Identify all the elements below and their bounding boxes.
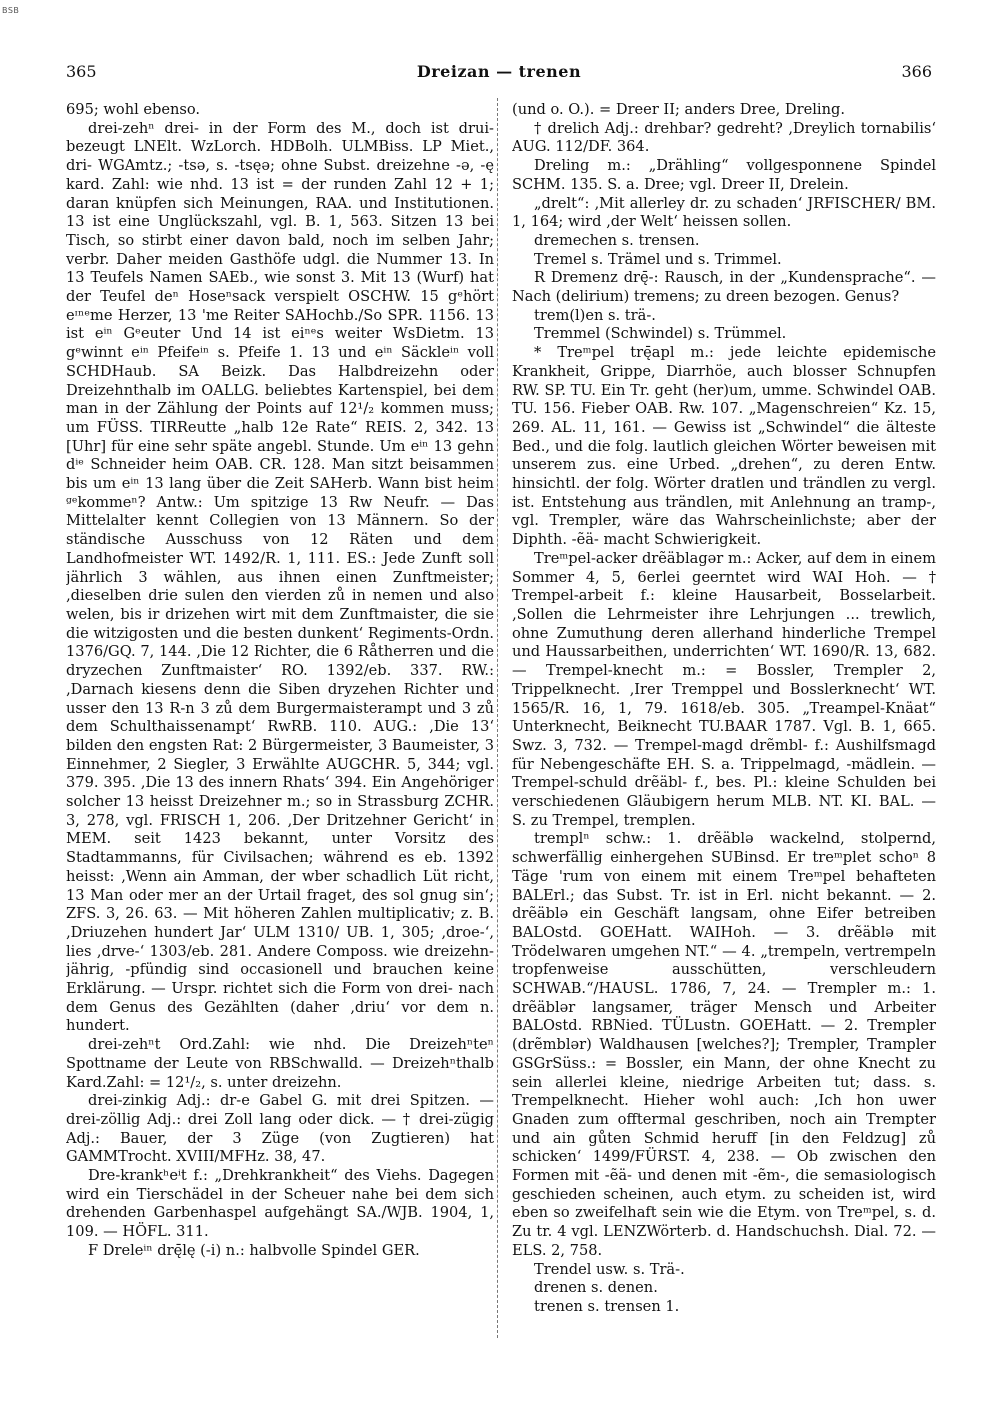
entry-text: (und o. O.). = Dreer II; anders Dree, Dreling. [512, 101, 845, 118]
entry-dreizinkig: drei-zinkig Adj.: dr-e Gabel G. mit drei Spitzen. — drei-zöllig Adj.: drei Zoll lang oder dick. — † drei-zügig Adj.: Bauer, der 3 Züge (von Zugtieren) hat GAMMTrocht. XVIII/MFHz. 38, 47. [66, 1092, 494, 1166]
entry-dreizehnt: drei-zehⁿt Ord.Zahl: wie nhd. Die Dreizehⁿteⁿ Spottname der Leute von RBSchwalld. — Dreizehⁿthalb Kard.Zahl: = 12¹/₂, s. unter dreizehn. [66, 1036, 494, 1091]
entry-tremplen: tremplⁿ schw.: 1. drẽäblə wackelnd, stolpernd, schwerfällig einhergehen SUBinsd. Er treᵐplet schoⁿ 8 Täge 'rum von einem mit einem Treᵐpel behafteten BALErl.; das Subst. Tr. ist in Erl. nicht bekannt. — 2. drẽäblə ein Geschäft langsam, ohne Eifer betreiben BALOstd. GOEHatt. WAIHoh. — 3. drẽäblə mit Trödelwaren umgehen NT.“ — 4. „trempeln, vertrempeln tropfenweise ausschütten, verschleudern SCHWAB.“/HAUSL. 1786, 7, 24. — Trempler m.: 1. drẽäblər langsamer, träger Mensch und Arbeiter BALOstd. RBNied. TÜLustn. GOEHatt. — 2. Trempler (drẽmblər) Waldhausen [welches?]; Trempler, Trampler GSGrSüss.: = Bossler, ein Mann, der ohne Knecht zu sein allerlei kleine, niedrige Arbeiten tut; dass. s. Trempelknecht. Hieher wohl auch: ‚Ich hon uwer Gnaden zum offtermal geschriben, noch ain Trempter und ain gůten Schmid heruff [in den Feldzug] zů schicken‘ 1499/FÜRST. 4, 238. — Ob zwischen den Formen mit -ẽä- und denen mit -ẽm-, die semasiologisch geschieden scheinen, auch etym. zu scheiden ist, wird eben so zweifelhaft sein wie die Etym. von Treᵐpel, s. d. Zu tr. 4 vgl. LENZWörterb. d. Handschuchsh. Dial. 72. — ELS. 2, 758. [512, 830, 936, 1259]
entry-trenen: trenen s. trensen 1. [534, 1298, 680, 1315]
page-number-left: 365 [66, 62, 97, 81]
entry-drelein: F Dreleⁱⁿ drę̄lę (-i) n.: halbvolle Spindel GER. [88, 1241, 420, 1259]
right-column [512, 101, 936, 1341]
page-number-right: 366 [901, 62, 932, 81]
entry-drelich: † drelich Adj.: drehbar? gedreht? ‚Dreylich tornabilis‘ AUG. 112/DF. 364. [512, 119, 936, 156]
entry-trempel-acker: Treᵐpel-acker drẽäblagər m.: Acker, auf dem in einem Sommer 4, 5, 6erlei geerntet wird WAI Hoh. — † Trempel-arbeit f.: kleine Hausarbeit, Bosselarbeit. ‚Sollen die Lehrmeister ihre Lehrjungen ... trewlich, ohne Zumuthung deren allerhand hinderliche Trempel und Haussarbeithen, underrichten‘ WT. 1690/R. 13, 682. — Trempel-knecht m.: = Bossler, Trempler 2, Trippelknecht. ‚Irer Tremppel und Bosslerknecht‘ WT. 1565/R. 16, 1, 79. 1618/eb. 305. „Treampel-Knäat“ Unterknecht, Beiknecht TU.BAAR 1787. Vgl. B. 1, 665. Swz. 3, 732. — Trempel-magd drẽmbl- f.: Aushilfsmagd für Nebengeschäfte EH. S. a. Trippelmagd, -mädlein. — Trempel-schuld drẽäbl- f., bes. Pl.: kleine Schulden bei verschiedenen Gläubigern herum MLB. NT. KI. BAL. — S. zu Trempel, tremplen. [512, 549, 936, 829]
entry-text: 695; wohl ebenso. [66, 101, 201, 118]
library-stamp: BSB [2, 6, 20, 15]
running-title: Dreizan — trenen [416, 62, 582, 81]
entry-drelt: „drelt“: ‚Mit allerley dr. zu schaden‘ JRFISCHER/ BM. 1, 164; wird ‚der Welt‘ heissen sollen. [512, 194, 936, 231]
entry-drenen: drenen s. denen. [534, 1279, 658, 1297]
entry-drekrankheit: Dre-krankʰeⁱt f.: „Drehkrankheit“ des Viehs. Dagegen wird ein Tierschädel in der Scheuer nahe bei dem sich drehenden Garbenhaspel aufgehängt SA./WJB. 1904, 1, 109. — HÖFL. 311. [66, 1167, 494, 1241]
entry-tremel: Tremel s. Trämel und s. Trimmel. [534, 250, 782, 268]
entry-dremechen: dremechen s. trensen. [534, 231, 700, 249]
column-divider [497, 98, 498, 1338]
entry-trendel: Trendel usw. s. Trä-. [534, 1260, 685, 1278]
left-column [66, 101, 494, 1341]
entry-dreling: Dreling m.: „Drähling“ vollgesponnene Spindel SCHM. 135. S. a. Dree; vgl. Dreer II, Drelein. [512, 157, 936, 193]
entry-tremlen: trem(l)en s. trä-. [534, 306, 656, 324]
entry-trempel: * Treᵐpel trę̄apl m.: jede leichte epidemische Krankheit, Grippe, Diarrhöe, auch blosser Schnupfen RW. SP. TU. Ein Tr. geht (her)um, umme. Schwindel OAB. TU. 156. Fieber OAB. Rw. 107. „Magenschreien“ Kz. 15, 269. AL. 11, 161. — Gewiss ist „Schwindel“ die älteste Bed., und die folg. lautlich gleichen Wörter beweisen mit unserem zus. eine Urbed. „drehen“, zu deren Entw. hinsichtl. der folg. Wörter dratlen und trändlen zu vergl. ist. Entstehung aus trändlen, mit Anlehnung an tramp-, vgl. Trempler, wäre das Wahrscheinlichste; aber der Diphth. -ẽä- macht Schwierigkeit. [512, 344, 936, 549]
entry-dreizehn: drei-zehⁿ drei- in der Form des M., doch ist drui- bezeugt LNElt. WzLorch. HDBolh. ULMBiss. LP Miet., dri- WGAmtz.; -tsə, s. -tsęə; ohne Subst. dreizehne -ə, -ę kard. Zahl: wie nhd. 13 ist = der runden Zahl 12 + 1; daran knüpfen sich Meinungen, RAA. und Institutionen. 13 ist eine Unglückszahl, vgl. B. 1, 563. Sitzen 13 bei Tisch, so stirbt einer davon bald, noch im selben Jahr; verbr. Daher meiden Gasthöfe udgl. die Nummer 13. In 13 Teufels Namen SAEb., wie sonst 3. Mit 13 (Wurf) hat der Teufel deⁿ Hoseⁿsack verspielt OSCHW. 15 gᵉhört eᶦⁿᵉme Herzer, 13 'me Reiter SAHochb./So SPR. 1156. 13 ist eⁱⁿ Gᵉeuter Und 14 ist eiⁿᵉs weiter WsDietm. 13 gᵉwinnt eⁱⁿ Pfeifeⁱⁿ s. Pfeife 1. 13 und eⁱⁿ Säckleⁱⁿ voll SCHDHaub. SA Beizk. Das Halbdreizehn oder Dreizehnthalb im OALLG. beliebtes Kartenspiel, bei dem man in der Zählung der Points auf 12¹/₂ kommen muss; um FÜSS. TIRReutte „halb 12e Rate“ REIS. 2, 342. 13 [Uhr] für eine sehr späte angebl. Stunde. Um eⁱⁿ 13 gehn dⁱᵉ Schneider heim OAB. CR. 128. Man sitzt beisammen bis um eⁱⁿ 13 lang über die Zeit SAHerb. Wann bist heim ᵍᵉkommeⁿ? Antw.: Um spitzige 13 Rw Neufr. — Das Mittelalter kennt Collegien von 13 Männern. So der ständische Ausschuss von 12 Räten und dem Landhofmeister WT. 1492/R. 1, 111. ES.: Jede Zunft soll jährlich 3 wählen, aus ihnen einen Zunftmeister; ‚dieselben drie sulen den vierden zů in nemen und also welen, bis ir drizehen wirt mit dem Zunftmaister, die sie die witzigosten und die besten dunkent‘ Regiments-Ordn. 1376/GQ. 7, 144. ‚Die 12 Richter, die 6 Råtherren und die dryzechen Zunftmaister‘ RO. 1392/eb. 337. RW.: ‚Darnach kiesens denn die Siben dryzehen Richter und usser den 13 R-n 3 zů dem Burgermaisterampt und 3 zů dem Schulthaissenampt‘ RwRB. 110. AUG.: ‚Die 13‘ bilden den engsten Rat: 2 Bürgermeister, 3 Baumeister, 3 Einnehmer, 2 Siegler, 3 Erwählte AUGCHR. 5, 344; vgl. 379. 395. ‚Die 13 des innern Rhats‘ 394. Ein Angehöriger solcher 13 heisst Dreizehner m.; so in Strassburg ZCHR. 3, 278, vgl. FRISCH 1, 206. ‚Der Dritzehner Gericht‘ in MEM. seit 1423 bekannt, unter Vorsitz des Stadtammanns, für Civilsachen; während es eb. 1392 heisst: ‚Wenn ain Amman, der wber schadlich Lüt richt, 13 Man oder mer an der Urtail fraget, des sol gnug sin‘; ZFS. 3, 26. 63. — Mit höheren Zahlen multiplicativ; z. B. ‚Driuzehen hundert Jar‘ ULM 1310/ UB. 1, 305; ‚droe-‘, lies ‚drve-‘ 1303/eb. 281. Andere Composs. wie dreizehn-jährig, -pfündig sind occasionell und brauchen keine Erklärung. — Urspr. richtet sich die Form von drei- nach dem Genus des Gezählten (daher ‚driu‘ vor dem n. hundert. [66, 119, 494, 1035]
entry-dremenz: R Dremenz drę̄-: Rausch, in der „Kundensprache“. — Nach (delirium) tremens; zu dreen bezogen. Genus? [512, 269, 936, 306]
entry-tremmel: Tremmel (Schwindel) s. Trümmel. [534, 325, 787, 343]
page-header [66, 62, 932, 86]
